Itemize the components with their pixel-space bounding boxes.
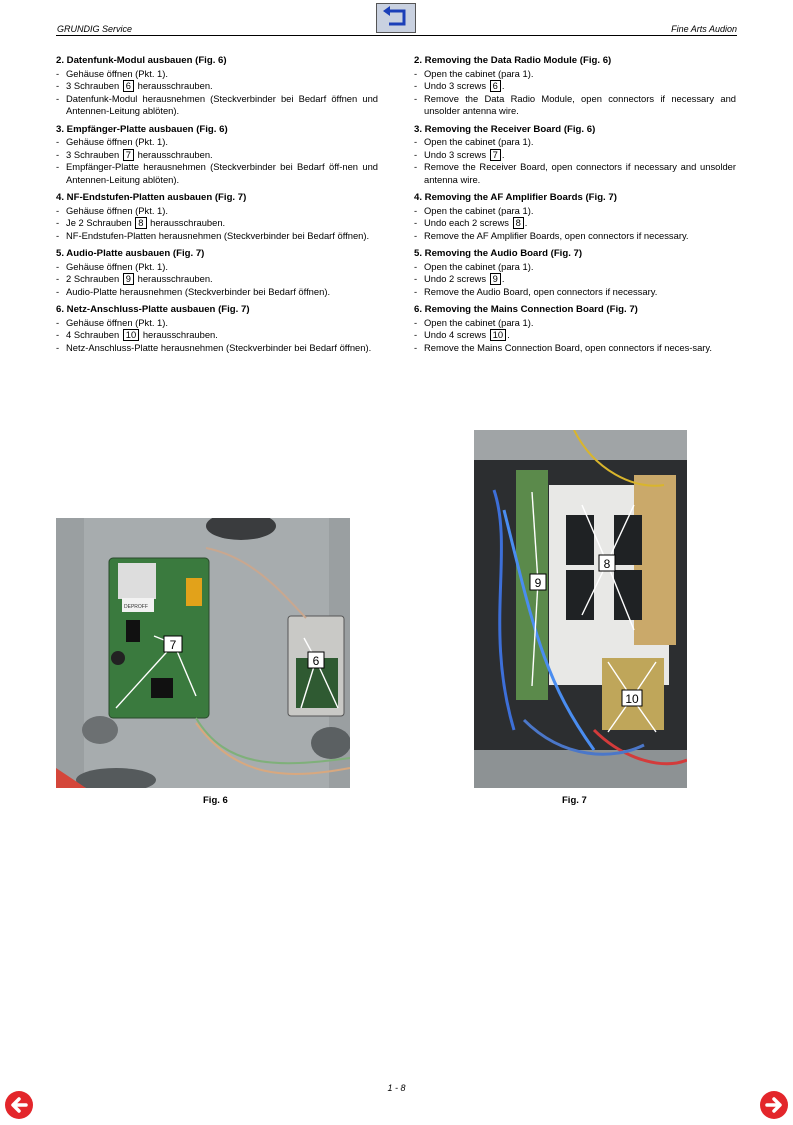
section-title: 3. Empfänger-Platte ausbauen (Fig. 6) bbox=[56, 123, 228, 135]
prev-page-arrow-icon bbox=[4, 1090, 34, 1120]
back-button[interactable] bbox=[376, 3, 416, 33]
instruction-step bbox=[56, 317, 378, 330]
instruction-step bbox=[414, 342, 736, 355]
step-text-suffix: herausschrauben. bbox=[137, 273, 213, 284]
section-4 bbox=[56, 192, 378, 242]
step-text: Gehäuse öffnen (Pkt. 1). bbox=[66, 260, 168, 272]
section-title: 4. Removing the AF Amplifier Boards (Fig. 7) bbox=[414, 192, 617, 203]
screw-number-box: 7 bbox=[490, 149, 501, 161]
instruction-step bbox=[56, 217, 378, 230]
figure-7-caption: Fig. 7 bbox=[562, 795, 587, 806]
step-text-suffix: herausschrauben. bbox=[137, 148, 213, 160]
step-text: NF-Endstufen-Platten herausnehmen (Steckverbinder bei Bedarf öffnen). bbox=[66, 229, 370, 241]
step-text: Undo 2 screws bbox=[424, 273, 487, 284]
instruction-step bbox=[56, 286, 378, 299]
section-5 bbox=[414, 248, 736, 298]
section-3 bbox=[414, 124, 736, 187]
section-title: 2. Datenfunk-Modul ausbauen (Fig. 6) bbox=[56, 55, 227, 66]
instruction-step bbox=[56, 261, 378, 274]
figure-6-caption: Fig. 6 bbox=[203, 795, 228, 806]
section-title: 6. Removing the Mains Connection Board (Fig. 7) bbox=[414, 304, 638, 315]
header-left: GRUNDIG Service bbox=[57, 24, 133, 34]
instruction-step bbox=[414, 68, 736, 81]
instruction-step bbox=[414, 205, 736, 218]
screw-number-box: 10 bbox=[490, 329, 506, 341]
step-text-suffix: . bbox=[507, 329, 510, 340]
section-title: 3. Removing the Receiver Board (Fig. 6) bbox=[414, 123, 596, 135]
instruction-step bbox=[56, 68, 378, 81]
section-4 bbox=[414, 192, 736, 242]
step-text: 3 Schrauben bbox=[66, 148, 120, 160]
step-text: Undo 4 screws bbox=[424, 329, 487, 340]
step-text-suffix: herausschrauben. bbox=[137, 80, 213, 91]
step-text: Open the cabinet (para 1). bbox=[424, 260, 534, 272]
section-6 bbox=[56, 304, 378, 354]
fig7-label-9: 9 bbox=[534, 576, 542, 590]
instruction-step bbox=[414, 93, 736, 118]
screw-number-box: 10 bbox=[123, 329, 139, 341]
step-text: Undo each 2 screws bbox=[424, 217, 509, 228]
screw-number-box: 9 bbox=[490, 273, 501, 285]
step-text: Open the cabinet (para 1). bbox=[424, 136, 534, 147]
step-text-suffix: . bbox=[501, 273, 505, 284]
step-text: Datenfunk-Modul herausnehmen (Steckverbinder bei Bedarf öffnen und Antennen-Leitung ablöten). bbox=[66, 92, 378, 116]
next-page-button[interactable] bbox=[759, 1090, 789, 1120]
section-title: 5. Audio-Platte ausbauen (Fig. 7) bbox=[56, 248, 205, 259]
instruction-step bbox=[414, 261, 736, 274]
instruction-step bbox=[414, 317, 736, 330]
instruction-step bbox=[56, 273, 378, 286]
german-instructions bbox=[56, 55, 378, 360]
instruction-step bbox=[414, 80, 736, 93]
step-text: Undo 3 screws bbox=[424, 80, 487, 91]
back-arrow-icon bbox=[377, 4, 415, 32]
instruction-step bbox=[56, 93, 378, 118]
step-text: Empfänger-Platte herausnehmen (Steckverbinder bei Bedarf öff-nen und Antennen-Leitung ablöten). bbox=[66, 161, 378, 185]
step-text: Open the cabinet (para 1). bbox=[424, 204, 534, 216]
section-title: 4. NF-Endstufen-Platten ausbauen (Fig. 7) bbox=[56, 192, 247, 203]
instruction-step bbox=[414, 149, 736, 162]
step-text: Audio-Platte herausnehmen (Steckverbinder bei Bedarf öffnen). bbox=[66, 285, 331, 297]
step-text: Remove the Mains Connection Board, open connectors if neces-sary. bbox=[424, 341, 712, 353]
screw-number-box: 8 bbox=[135, 217, 146, 229]
section-6 bbox=[414, 304, 736, 354]
instruction-step bbox=[56, 205, 378, 218]
instruction-step bbox=[56, 136, 378, 149]
figure-7-photo bbox=[474, 430, 687, 788]
section-title: 2. Removing the Data Radio Module (Fig. 6) bbox=[414, 55, 612, 66]
screw-number-box: 7 bbox=[123, 149, 134, 161]
section-title: 5. Removing the Audio Board (Fig. 7) bbox=[414, 248, 583, 259]
instruction-step bbox=[414, 230, 736, 243]
instruction-step bbox=[414, 161, 736, 186]
step-text: Netz-Anschluss-Platte herausnehmen (Steckverbinder bei Bedarf öffnen). bbox=[66, 341, 372, 353]
step-text: Remove the AF Amplifier Boards, open connectors if necessary. bbox=[424, 229, 689, 241]
instruction-step bbox=[56, 149, 378, 162]
section-title: 6. Netz-Anschluss-Platte ausbauen (Fig. 7) bbox=[56, 304, 250, 315]
header-rule bbox=[56, 35, 737, 36]
step-text: Gehäuse öffnen (Pkt. 1). bbox=[66, 67, 168, 79]
screw-number-box: 9 bbox=[123, 273, 134, 285]
section-2 bbox=[56, 55, 378, 118]
english-instructions bbox=[414, 55, 736, 360]
step-text: 2 Schrauben bbox=[66, 273, 120, 284]
prev-page-button[interactable] bbox=[4, 1090, 34, 1120]
step-text: 4 Schrauben bbox=[66, 329, 120, 340]
step-text-suffix: . bbox=[501, 80, 505, 91]
screw-number-box: 6 bbox=[123, 80, 134, 92]
instruction-step bbox=[414, 217, 736, 230]
screw-number-box: 6 bbox=[490, 80, 501, 92]
fig7-label-10: 10 bbox=[625, 692, 639, 706]
fig6-label-7: 7 bbox=[169, 638, 177, 652]
header-right: Fine Arts Audion bbox=[671, 24, 737, 34]
step-text-suffix: . bbox=[501, 148, 505, 160]
step-text: Je 2 Schrauben bbox=[66, 217, 132, 228]
instruction-step bbox=[56, 329, 378, 342]
instruction-step bbox=[414, 329, 736, 342]
screw-number-box: 8 bbox=[513, 217, 524, 229]
figure-6-photo bbox=[56, 518, 350, 788]
page-number: 1 - 8 bbox=[387, 1083, 406, 1093]
section-3 bbox=[56, 124, 378, 187]
step-text: Undo 3 screws bbox=[424, 148, 487, 160]
instruction-step bbox=[56, 161, 378, 186]
fig6-board-text: DEPROFF bbox=[124, 604, 148, 610]
instruction-step bbox=[414, 286, 736, 299]
next-page-arrow-icon bbox=[759, 1090, 789, 1120]
step-text: Gehäuse öffnen (Pkt. 1). bbox=[66, 204, 168, 216]
instruction-step bbox=[414, 273, 736, 286]
section-5 bbox=[56, 248, 378, 298]
instruction-step bbox=[56, 230, 378, 243]
step-text: Remove the Receiver Board, open connectors if necessary and unsolder antenna wire. bbox=[424, 161, 736, 185]
step-text: Gehäuse öffnen (Pkt. 1). bbox=[66, 136, 168, 147]
fig6-label-6: 6 bbox=[312, 654, 320, 668]
step-text: 3 Schrauben bbox=[66, 80, 120, 91]
step-text: Open the cabinet (para 1). bbox=[424, 316, 534, 328]
step-text: Remove the Data Radio Module, open connectors if necessary and unsolder antenna wire. bbox=[424, 92, 736, 116]
section-2 bbox=[414, 55, 736, 118]
step-text-suffix: . bbox=[524, 217, 528, 228]
step-text: Open the cabinet (para 1). bbox=[424, 67, 534, 79]
instruction-step bbox=[414, 136, 736, 149]
step-text-suffix: herausschrauben. bbox=[142, 329, 218, 340]
step-text-suffix: herausschrauben. bbox=[150, 217, 226, 228]
step-text: Gehäuse öffnen (Pkt. 1). bbox=[66, 316, 168, 328]
step-text: Remove the Audio Board, open connectors if necessary. bbox=[424, 285, 658, 297]
fig7-label-8: 8 bbox=[603, 557, 611, 571]
instruction-step bbox=[56, 342, 378, 355]
instruction-step bbox=[56, 80, 378, 93]
